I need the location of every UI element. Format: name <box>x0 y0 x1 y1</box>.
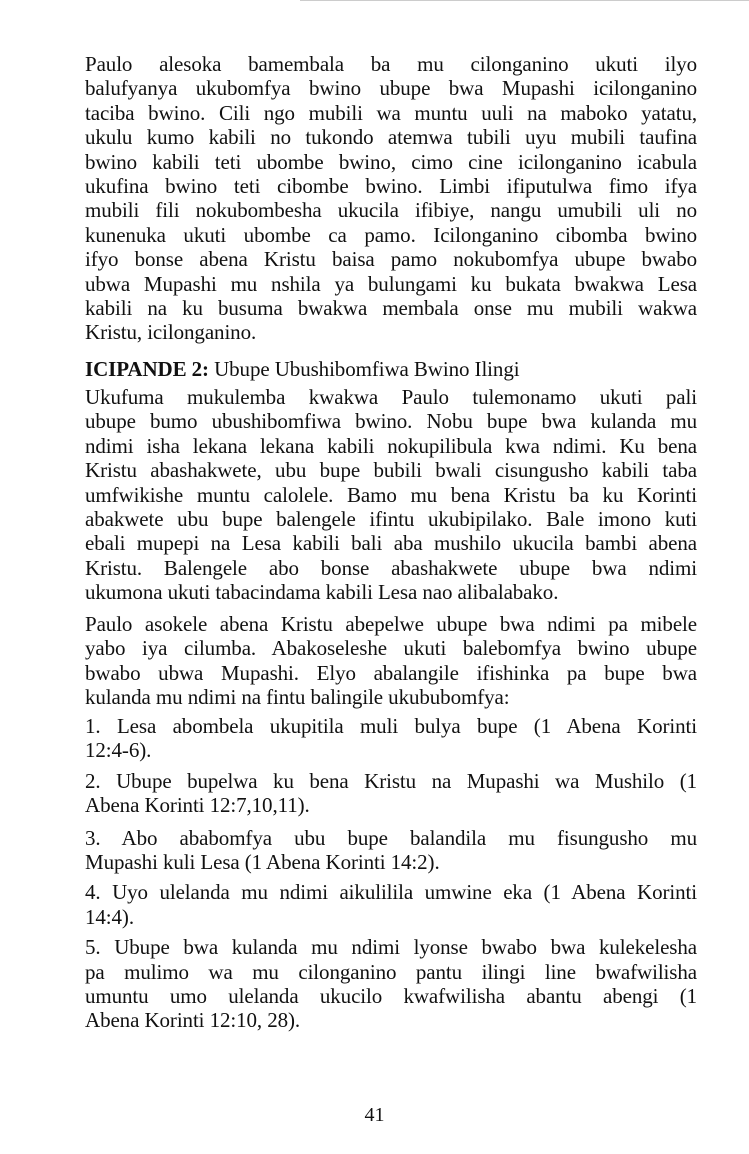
text-line: abakwete ubu bupe balengele ifintu ukubipilako. Bale imono kuti <box>85 507 697 532</box>
text-line: balufyanya ukubomfya bwino ubupe bwa Mupashi icilonganino <box>85 76 697 101</box>
text-line: 3. Abo ababomfya ubu bupe balandila mu fisungusho mu <box>85 825 697 850</box>
text-line: ubupe bumo ubushibomfiwa bwino. Nobu bupe bwa kulanda mu <box>85 409 697 434</box>
text-line: umuntu umo ulelanda ukucilo kwafwilisha abantu abengi (1 <box>85 984 697 1009</box>
text-line: Ukufuma mukulemba kwakwa Paulo tulemonamo ukuti pali <box>85 385 697 409</box>
list-item <box>85 714 697 763</box>
text-line: ukufina bwino teti cibombe bwino. Limbi ifiputulwa fimo ifya <box>85 174 697 199</box>
text-line: pa mulimo wa mu cilonganino pantu ilingi line bwafwilisha <box>85 959 697 984</box>
text-line: ubwa Mupashi mu nshila ya bulungami ku bukata bwakwa Lesa <box>85 271 697 296</box>
scan-edge-line <box>300 0 749 1</box>
text-line: bwabo ubwa Mupashi. Elyo abalangile ifishinka pa bupe bwa <box>85 660 697 685</box>
paragraph-2 <box>85 385 697 605</box>
text-line: Kristu abashakwete, ubu bupe bubili bwali cisungusho kabili taba <box>85 458 697 483</box>
text-line: ifyo bonse abena Kristu baisa pamo nokubomfya ubupe bwabo <box>85 247 697 272</box>
numbered-list <box>85 714 697 1033</box>
section-title: Ubupe Ubushibomfiwa Bwino Ilingi <box>214 357 520 381</box>
text-line: Paulo alesoka bamembala ba mu cilonganino ukuti ilyo <box>85 52 697 76</box>
text-line: ebali mupepi na Lesa kabili bali aba mushilo ukucila bambi abena <box>85 531 697 556</box>
text-line: ukulu kumo kabili no tukondo atemwa tubili uyu mubili taufina <box>85 125 697 150</box>
text-line: Paulo asokele abena Kristu abepelwe ubupe bwa ndimi pa mibele <box>85 612 697 636</box>
text-line: Abena Korinti 12:10, 28). <box>85 1008 301 1033</box>
list-item <box>85 826 697 875</box>
section-heading <box>85 357 697 381</box>
paragraph-1 <box>85 52 697 345</box>
text-line: ndimi isha lekana lekana kabili nokupilibula kwa ndimi. Ku bena <box>85 433 697 458</box>
text-line: 14:4). <box>85 904 134 929</box>
text-line: 12:4-6). <box>85 738 152 763</box>
text-line: Mupashi kuli Lesa (1 Abena Korinti 14:2). <box>85 850 440 875</box>
text-line: mubili fili nokubombesha ukucila ifibiye, nangu umubili uli no <box>85 198 697 223</box>
text-line: 1. Lesa abombela ukupitila muli bulya bupe (1 Abena Korinti <box>85 714 697 738</box>
section-label: ICIPANDE 2: <box>85 357 209 381</box>
text-line: kabili na ku busuma bwakwa membala onse mu mubili wakwa <box>85 296 697 321</box>
paragraph-3 <box>85 612 697 710</box>
text-line: 2. Ubupe bupelwa ku bena Kristu na Mupashi wa Mushilo (1 <box>85 768 697 793</box>
text-line: kunenuka ukuti ubombe ca pamo. Icilonganino cibomba bwino <box>85 222 697 247</box>
page-number: 41 <box>364 1104 385 1126</box>
text-line: 5. Ubupe bwa kulanda mu ndimi lyonse bwabo bwa kulekelesha <box>85 935 697 960</box>
text-line: yabo iya cilumba. Abakoseleshe ukuti balebomfya bwino ubupe <box>85 636 697 661</box>
list-item <box>85 880 697 929</box>
text-line: taciba bwino. Cili ngo mubili wa muntu uuli na maboko yatatu, <box>85 100 697 125</box>
text-line: ukumona ukuti tabacindama kabili Lesa nao alibalabako. <box>85 580 559 605</box>
text-line: Kristu, icilonganino. <box>85 320 257 345</box>
text-line: Abena Korinti 12:7,10,11). <box>85 793 310 818</box>
text-line: kulanda mu ndimi na fintu balingile ukububomfya: <box>85 685 510 710</box>
list-item <box>85 769 697 818</box>
text-line: umfwikishe muntu calolele. Bamo mu bena Kristu ba ku Korinti <box>85 482 697 507</box>
text-line: Kristu. Balengele abo bonse abashakwete ubupe bwa ndimi <box>85 555 697 580</box>
list-item <box>85 935 697 1033</box>
text-line: 4. Uyo ulelanda mu ndimi aikulilila umwine eka (1 Abena Korinti <box>85 880 697 905</box>
text-line: bwino kabili teti ubombe bwino, cimo cine icilonganino icabula <box>85 149 697 174</box>
